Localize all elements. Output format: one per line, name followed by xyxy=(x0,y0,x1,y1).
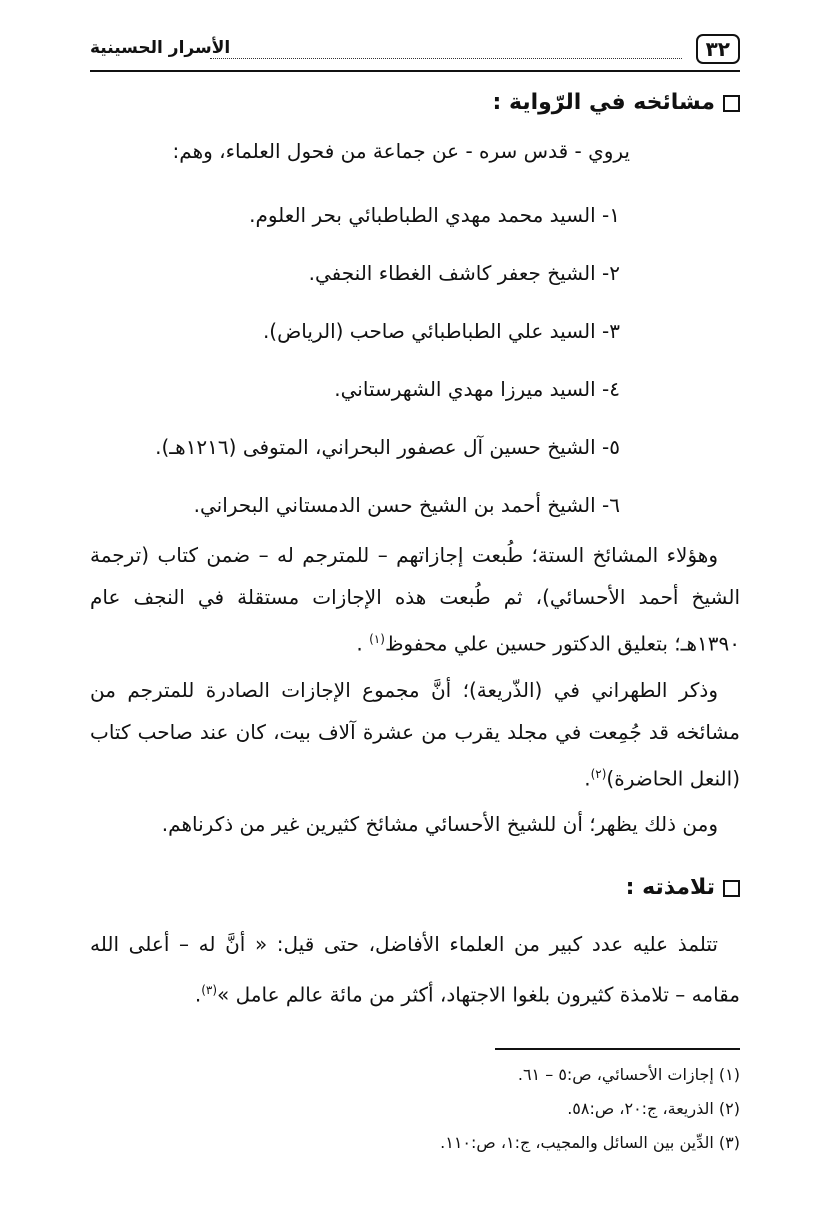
paragraph-licenses xyxy=(90,534,740,665)
page-header xyxy=(90,30,740,72)
paragraph-dhariah xyxy=(90,669,740,800)
footnote-ref: (٢) xyxy=(590,766,607,781)
paragraph-end: . xyxy=(194,982,202,1007)
list-item: ٣- السيد علي الطباطبائي صاحب (الرياض). xyxy=(262,319,620,343)
list-item: ٤- السيد ميرزا مهدي الشهرستاني. xyxy=(334,377,620,401)
teachers-list xyxy=(90,186,740,534)
list-item: ٢- الشيخ جعفر كاشف الغطاء النجفي. xyxy=(308,261,620,285)
paragraph-end: . xyxy=(584,766,591,791)
list-item: ٦- الشيخ أحمد بن الشيخ حسن الدمستاني البحراني. xyxy=(193,493,620,517)
section-heading-students xyxy=(90,871,740,905)
square-bullet-icon xyxy=(723,880,740,897)
paragraph-text: تتلمذ عليه عدد كبير من العلماء الأفاضل، حتى قيل: « أنَّ له – أعلى الله مقامه – تلامذة كثيرون بلغوا الاجتهاد، أكثر من مائة عالم عامل » xyxy=(90,932,740,1007)
book-title: الأسرار الحسينية xyxy=(90,38,231,58)
footnote: (٢) الذريعة، ج:٢٠، ص:٥٨. xyxy=(567,1098,740,1118)
list-item: ١- السيد محمد مهدي الطباطبائي بحر العلوم. xyxy=(249,203,620,227)
footnote-ref: (٣) xyxy=(201,983,218,998)
header-leader-dots xyxy=(210,58,682,59)
footnote: (١) إجازات الأحسائي، ص:٥ – ٦١. xyxy=(517,1064,740,1084)
section-heading-text: تلامذته : xyxy=(625,875,715,901)
intro-paragraph: يروي - قدس سره - عن جماعة من فحول العلماء، وهم: xyxy=(172,139,630,163)
paragraph-conclusion: ومن ذلك يظهر؛ أن للشيخ الأحسائي مشائخ كثيرين غير من ذكرناهم. xyxy=(161,812,718,837)
footnote: (٣) الدِّين بين السائل والمجيب، ج:١، ص:١١٠. xyxy=(440,1132,740,1152)
page-number: ٣٢ xyxy=(696,34,740,64)
square-bullet-icon xyxy=(723,95,740,112)
paragraph-text: وهؤلاء المشائخ الستة؛ طُبعت إجازاتهم – للمترجم له – ضمن كتاب (ترجمة الشيخ أحمد الأحسائي)، ثم طُبعت هذه الإجازات مستقلة في النجف عام ١٣٩٠هـ؛ بتعليق الدكتور حسين علي محفوظ xyxy=(90,543,740,656)
section-heading-teachers xyxy=(90,86,740,120)
paragraph-students xyxy=(90,921,740,1018)
paragraph-end: . xyxy=(356,631,370,656)
paragraph-text: وذكر الطهراني في (الذّريعة)؛ أنَّ مجموع الإجازات الصادرة للمترجم من مشائخه قد جُمِعت في مجلد يقرب من عشرة آلاف بيت، كان عند صاحب كتاب (النعل الحاضرة) xyxy=(90,677,740,791)
footnotes-list xyxy=(90,1058,740,1160)
document-page xyxy=(90,30,740,1160)
footnote-ref: (١) xyxy=(369,632,385,646)
section-heading-text: مشائخه في الرّواية : xyxy=(492,90,715,115)
list-item: ٥- الشيخ حسين آل عصفور البحراني، المتوفى (١٢١٦هـ). xyxy=(155,435,620,459)
footnote-separator xyxy=(495,1048,740,1050)
